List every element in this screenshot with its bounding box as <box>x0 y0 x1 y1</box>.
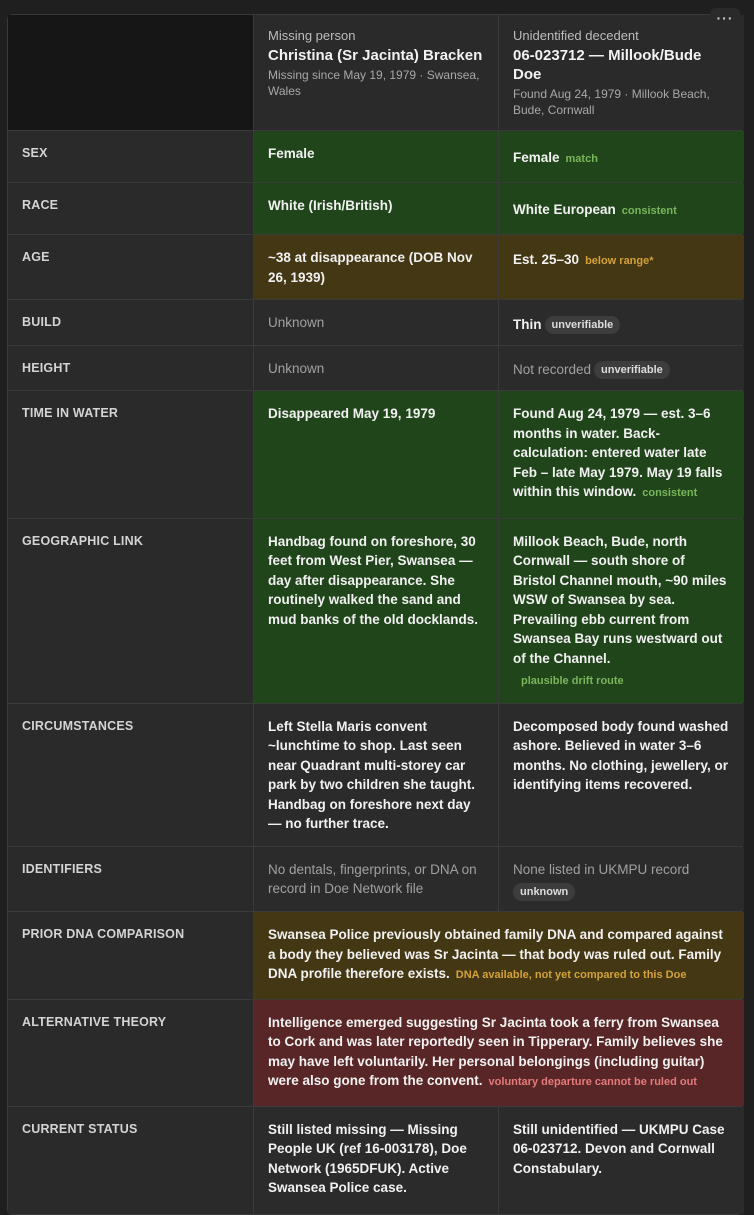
missing-value: Unknown <box>253 346 498 391</box>
row-label: IDENTIFIERS <box>8 847 253 912</box>
doe-kicker: Unidentified decedent <box>513 28 639 43</box>
unverifiable-badge: unverifiable <box>594 361 670 379</box>
missing-value: Left Stella Maris convent ~lunchtime to shop. Last seen near Quadrant multi-storey car park by two children she taught. Handbag on foreshore next day — no further trace. <box>253 704 498 846</box>
doe-value: Found Aug 24, 1979 — est. 3–6 months in water. Back-calculation: entered water late Feb – late May 1979. May 19 falls within this window. <box>513 406 723 499</box>
table-row-identifiers <box>8 846 742 912</box>
missing-value: Female <box>253 131 498 182</box>
table-header <box>8 15 742 130</box>
table-row-prior-dna-comparison <box>8 911 742 999</box>
unknown-badge: unknown <box>513 883 575 901</box>
doe-value: Millook Beach, Bude, north Cornwall — south shore of Bristol Channel mouth, ~90 miles WSW of Swansea by sea. Prevailing ebb current from Swansea Bay runs westward out of the Channel. <box>513 533 727 666</box>
row-label: HEIGHT <box>8 346 253 391</box>
doe-cell <box>498 519 744 703</box>
row-label: PRIOR DNA COMPARISON <box>8 912 253 999</box>
table-row-age <box>8 234 742 299</box>
doe-value: Not recorded <box>513 361 592 377</box>
doe-cell <box>498 183 744 235</box>
table-row-alternative-theory <box>8 999 742 1106</box>
row-label: BUILD <box>8 300 253 345</box>
row-label: ALTERNATIVE THEORY <box>8 1000 253 1106</box>
comparison-table <box>7 14 743 1215</box>
missing-value: ~38 at disappearance (DOB Nov 26, 1939) <box>253 235 498 299</box>
doe-cell <box>498 131 744 182</box>
doe-subtitle: Found Aug 24, 1979 · Millook Beach, Bude, Cornwall <box>513 87 710 117</box>
table-row-geographic-link <box>8 518 742 703</box>
dna-available-tag: DNA available, not yet compared to this Doe <box>455 969 687 981</box>
row-label: CURRENT STATUS <box>8 1107 253 1214</box>
below-range-tag: below range* <box>585 255 654 267</box>
doe-header <box>498 15 744 130</box>
consistency-tag: consistent <box>621 204 677 217</box>
doe-value: Decomposed body found washed ashore. Believed in water 3–6 months. No clothing, jewellery, or identifying items recovered. <box>498 704 744 846</box>
missing-value: Unknown <box>253 300 498 345</box>
more-options-button[interactable]: ··· <box>710 8 740 30</box>
doe-value: Thin <box>513 317 542 332</box>
doe-value: Est. 25–30 <box>513 252 580 267</box>
missing-person-kicker: Missing person <box>268 28 356 43</box>
row-label: CIRCUMSTANCES <box>8 704 253 846</box>
doe-cell <box>498 300 744 345</box>
table-row-race <box>8 182 742 235</box>
row-label: RACE <box>8 183 253 235</box>
prior-dna-cell <box>253 912 744 999</box>
alternative-theory-cell <box>253 1000 744 1106</box>
table-row-height <box>8 345 742 391</box>
alternative-theory-text: Intelligence emerged suggesting Sr Jacinta took a ferry from Swansea to Cork and was later reportedly seen in Tipperary. Family believes she may have left voluntarily. Her personal belongings (including guitar) were also gone from the convent. <box>268 1014 723 1088</box>
row-label: SEX <box>8 131 253 182</box>
doe-cell <box>498 346 744 391</box>
doe-name: 06-023712 — Millook/Bude Doe <box>513 47 702 83</box>
unverifiable-badge: unverifiable <box>545 316 621 334</box>
doe-value: Still unidentified — UKMPU Case 06-023712. Devon and Cornwall Constabulary. <box>498 1107 744 1214</box>
table-row-circumstances <box>8 703 742 846</box>
row-label: AGE <box>8 235 253 299</box>
row-label: GEOGRAPHIC LINK <box>8 519 253 703</box>
table-row-time-in-water <box>8 390 742 518</box>
header-corner <box>8 15 253 130</box>
doe-value: Female <box>513 150 560 165</box>
missing-value: No dentals, fingerprints, or DNA on record in Doe Network file <box>253 847 498 912</box>
missing-value: White (Irish/British) <box>253 183 498 235</box>
doe-cell <box>498 391 744 518</box>
missing-value: Disappeared May 19, 1979 <box>253 391 498 518</box>
table-row-sex <box>8 130 742 182</box>
missing-value: Handbag found on foreshore, 30 feet from West Pier, Swansea — day after disappearance. She routinely walked the sand and mud banks of the old docklands. <box>253 519 498 703</box>
missing-person-subtitle: Missing since May 19, 1979 · Swansea, Wales <box>268 68 480 98</box>
match-tag: match <box>565 153 598 165</box>
doe-cell <box>498 847 744 912</box>
doe-value: None listed in UKMPU record <box>513 861 690 877</box>
row-label: TIME IN WATER <box>8 391 253 518</box>
doe-value: White European <box>513 201 616 217</box>
voluntary-departure-tag: voluntary departure cannot be ruled out <box>488 1076 697 1088</box>
missing-value: Still listed missing — Missing People UK (ref 16-003178), Doe Network (1965DFUK). Active Swansea Police case. <box>253 1107 498 1214</box>
prior-dna-text: Swansea Police previously obtained family DNA and compared against a body they believed was Sr Jacinta — that body was ruled out. Family DNA profile therefore exists. <box>268 927 723 981</box>
table-row-current-status <box>8 1106 742 1214</box>
missing-person-header <box>253 15 498 130</box>
doe-cell <box>498 235 744 299</box>
drift-route-tag: plausible drift route <box>521 675 624 687</box>
missing-person-name: Christina (Sr Jacinta) Bracken <box>268 47 483 64</box>
table-row-build <box>8 299 742 345</box>
consistency-tag: consistent <box>642 487 698 499</box>
